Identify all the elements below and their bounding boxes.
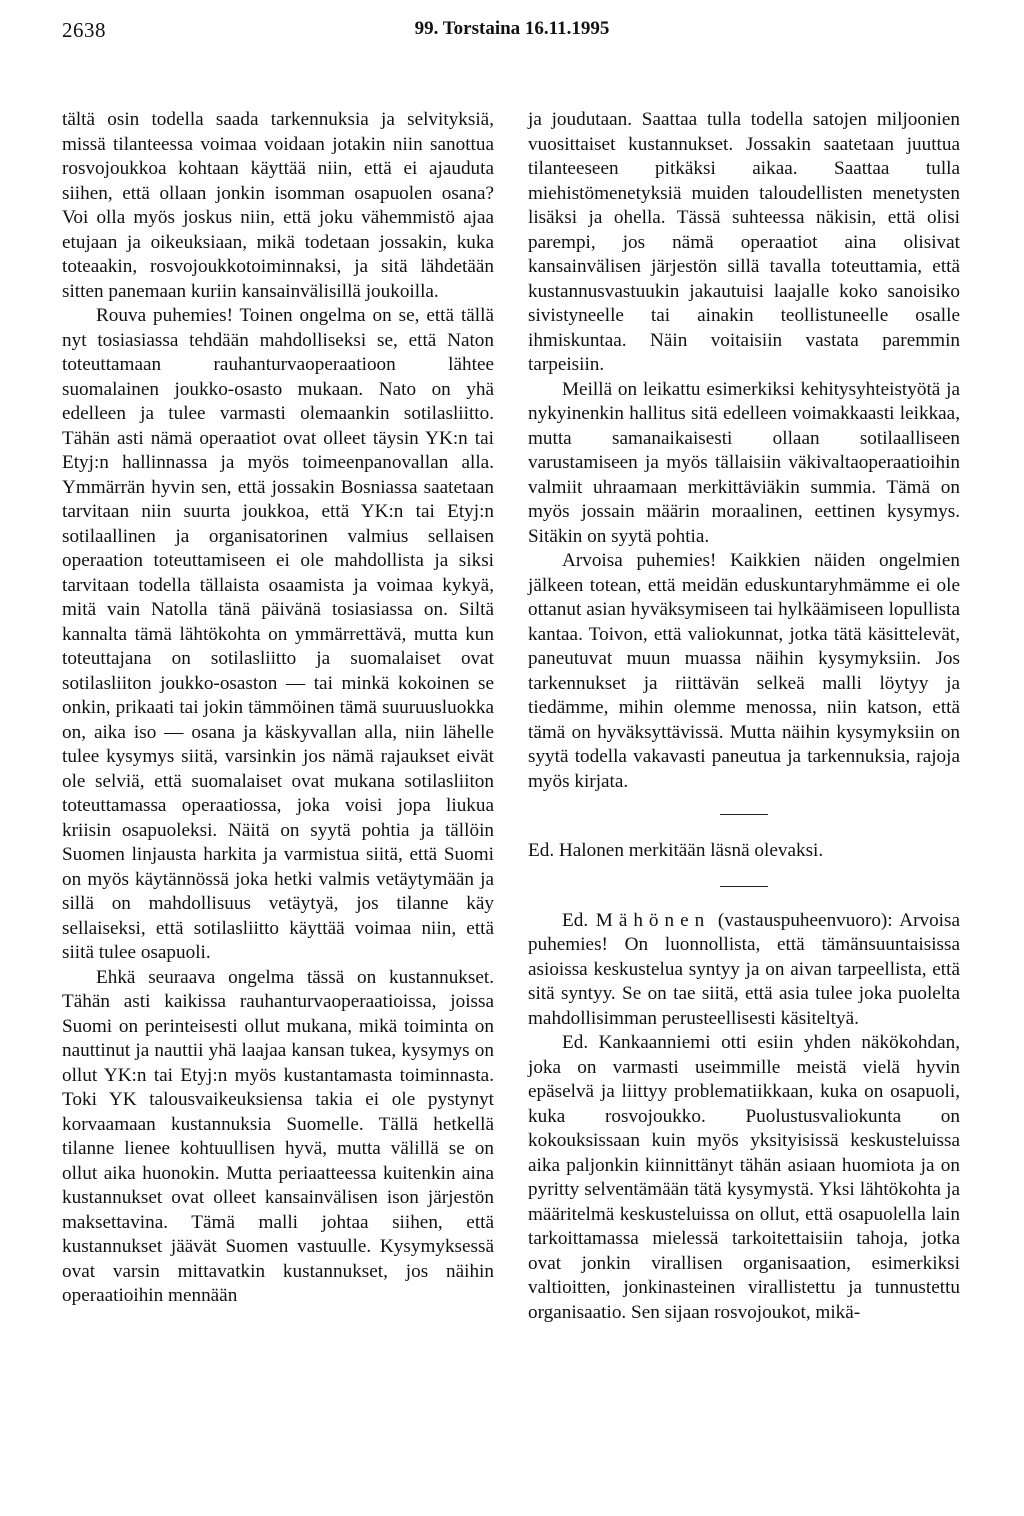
paragraph: Meillä on leikattu esimerkiksi kehitysyhteistyötä ja nykyinenkin hallitus sitä edelleen voimakkaasti leikkaa, mutta samanaikaisesti ollaan sotilaalliseen varustamiseen ja myös tällaisiin väkivaltaoperaatioihin valmiit uhraamaan merkittäviäkin summia. Tämä on myös jossain määrin moraalinen, eettinen kysymys. Sitäkin on syytä pohtia. xyxy=(528,378,960,547)
left-column xyxy=(62,108,494,1309)
speaker-role: (vastauspuheenvuoro): xyxy=(717,909,893,931)
speech-intro xyxy=(528,909,960,1032)
paragraph: Arvoisa puhemies! Kaikkien näiden ongelmien jälkeen totean, että meidän eduskuntaryhmämme ei ole ottanut asian hyväksymiseen tai hylkäämiseen lopullista kantaa. Toivon, että valiokunnat, jotka tätä käsittelevät, paneutuvat muun muassa näihin kysymyksiin. Jos tarkennukset ja riittävän selkeä malli löytyy ja tiedämme, mihin olemme menossa, niin katson, että tämä on hyväksyttävissä. Mutta näihin kysymyksiin on syytä todella vakavasti paneutua ja tarkennuksia, rajoja myös kirjata. xyxy=(528,550,960,792)
speech-opening: Arvoisa puhemies! On luonnollista, että tämänsuuntaisissa asioissa keskustelua syntyy ja on aivan tarpeellista, että sitä syntyy. Se on tae siitä, että asia tulee joka puolelta mahdollisimman perusteellisesti käsiteltyä. xyxy=(528,909,960,1029)
speaker-prefix: Ed. xyxy=(562,909,589,931)
running-head: 99. Torstaina 16.11.1995 xyxy=(414,18,610,39)
attendance-note: Ed. Halonen merkitään läsnä olevaksi. xyxy=(528,840,824,861)
paragraph: Ehkä seuraava ongelma tässä on kustannukset. Tähän asti kaikissa rauhanturvaoperaatioissa, joissa Suomi on perinteisesti ollut mukana, mikä toiminta on nauttinut ja nauttii yhä laajaa kansan tukea, kysymys on ollut YK:n tai Etyj:n myös kustantamasta toiminnasta. Toki YK talousvaikeuksiensa takia ei ole pystynyt korvaamaan kustannuksia Suomelle. Tällä hetkellä tilanne lienee kohtuullisen hyvä, mutta välillä se on ollut aika huonokin. Mutta periaatteessa kuitenkin aina kustannukset ovat olleet kansainvälisen ison järjestön maksettavina. Tämä malli johtaa siihen, että kustannukset jäävät Suomen vastuulle. Kysymyksessä ovat varsin mittavatkin kustannukset, jos näihin operaatioihin mennään xyxy=(62,966,494,1306)
page-number: 2638 xyxy=(62,18,106,42)
paragraph: ja joudutaan. Saattaa tulla todella satojen miljoonien vuosittaiset kustannukset. Jossakin saatetaan juuttua tilanteeseen pitkäksi aikaa. Saattaa tulla miehistömenetyksiä muiden taloudellisten menetysten lisäksi ja ohella. Tässä suhteessa näkisin, että olisi parempi, jos nämä operaatiot aina olisivat kansainvälisen järjestön sillä tavalla toteuttamia, että kustannusvastuukin jakautuisi laajalle koko sanoisiko sivistyneelle tai ainakin teollistuneelle osalle ihmiskuntaa. Näin voitaisiin vastata paremmin tarpeisiin. xyxy=(528,109,960,375)
section-divider xyxy=(720,814,768,815)
section-divider xyxy=(720,886,768,887)
paragraph: tältä osin todella saada tarkennuksia ja selvityksiä, missä tilanteessa voimaa voidaan jotakin niin sanottua rosvojoukkoa kohtaan käyttää niin, että ei ajauduta siihen, että ollaan jonkin isomman osapuolen osana? Voi olla myös joskus niin, että joku vähemmistö ajaa etujaan ja oikeuksiaan, mikä todetaan jossakin, kuka toteaakin, rosvojoukkotoiminnaksi, ja sitä lähdetään sitten panemaan kuriin kansainvälisillä joukoilla. xyxy=(62,109,494,302)
right-column xyxy=(528,108,960,1325)
paragraph: Ed. Kankaanniemi otti esiin yhden näkökohdan, joka on varmasti useimmille meistä vielä hyvin epäselvä ja liittyy problematiikkaan, kuka on osapuoli, kuka rosvojoukko. Puolustusvaliokunta on kokouksissaan kuin myös yksityisissä keskusteluissa aika paljonkin kiinnittänyt tähän asiaan huomiota ja on pyritty selventämään tätä kysymystä. Yksi lähtökohta ja määritelmä keskusteluissa on ollut, että osapuolella lain tarkoittamassa mielessä tarkoitettaisiin tahoja, jotka ovat jonkin virallisen organisaation, esimerkiksi valtioitten, jonkinasteinen virallistettu ja tunnustettu organisaatio. Sen sijaan rosvojoukot, mikä- xyxy=(528,1032,960,1323)
speaker-name: Mähönen xyxy=(595,909,711,931)
paragraph: Rouva puhemies! Toinen ongelma on se, että tällä nyt tosiasiassa tehdään mahdolliseksi se, että Naton toteuttamaan rauhanturvaoperaatioon lähtee suomalainen joukko-osasto mukaan. Nato on yhä edelleen ja tulee varmasti olemaankin sotilasliitto. Tähän asti nämä operaatiot ovat olleet täysin YK:n tai Etyj:n hallinnassa ja myös toimeenpanovallan alla. Ymmärrän hyvin sen, että jossakin Bosniassa saatetaan tarvitaan niin suurta joukkoa, että YK:n tai Etyj:n sotilaallinen ja organisatorinen valmius sellaisen operaation toteuttamiseen ei ole mahdollista ja siksi tarvitaan todella tällaista osaamista ja voimaa kykyä, mitä vain Natolla tänä päivänä tosiasiassa on. Siltä kannalta tämä lähtökohta on ymmärrettävä, mutta kun toteuttajana on sotilasliitto ja suomalaiset ovat sotilasliiton joukko-osaston — tai minkä kokoinen se onkin, prikaati tai jokin tämmöinen tämä suuruusluokka on, aika iso — osana ja käskyvallan alla, niin lähelle tulee kysymys siitä, varsinkin jos nämä rajaukset eivät ole selviä, että suomalaiset ovat mukana sotilasliiton toteuttamassa operaatiossa, joka voisi jopa liukua kriisin osapuoleksi. Näitä on syytä pohtia ja tällöin Suomen linjausta harkita ja varmistua siitä, että Suomi on myös käytännössä joka hetki valmis vetäytymään ja sillä on mahdollisuus vetäytyä, jos tilanne käy sellaiseksi, että sotilasliitto käyttää voimaa niin, että siitä tulee osapuoli. xyxy=(62,305,494,963)
